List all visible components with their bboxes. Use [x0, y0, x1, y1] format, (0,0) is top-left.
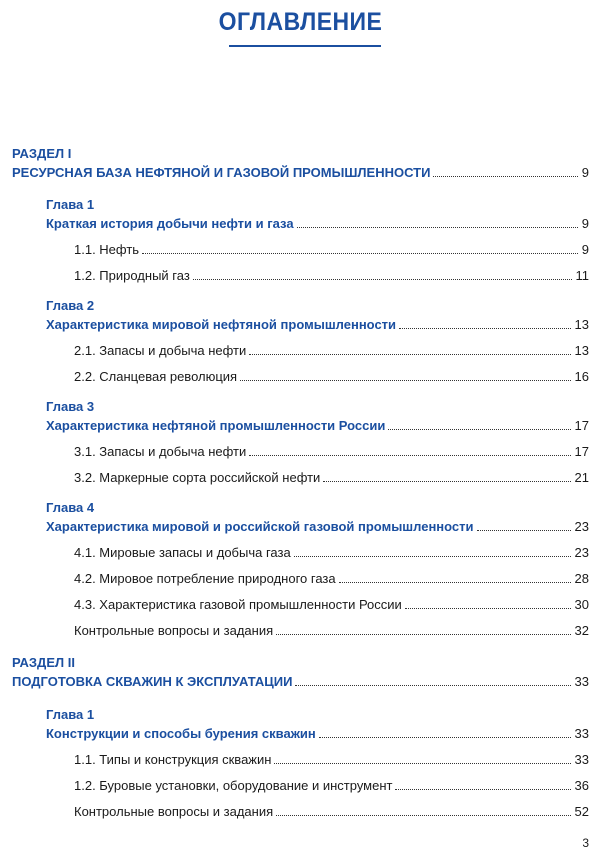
- page-ref: 33: [574, 752, 589, 767]
- dot-leader: [297, 226, 578, 228]
- page-ref: 9: [581, 242, 589, 257]
- dot-leader: [405, 607, 571, 609]
- chapter-title: Характеристика мировой нефтяной промышленности: [46, 317, 397, 332]
- page-ref: 13: [574, 317, 589, 332]
- page-ref: 28: [574, 571, 589, 586]
- dot-leader: [319, 736, 571, 738]
- dot-leader: [249, 454, 570, 456]
- toc-entry-subsection[interactable]: [74, 593, 589, 613]
- dot-leader: [276, 814, 570, 816]
- subsection-title: 4.2. Мировое потребление природного газа: [74, 571, 336, 586]
- section-2-label: РАЗДЕЛ II: [12, 655, 75, 670]
- page-ref: 32: [574, 623, 589, 638]
- dot-leader: [142, 252, 578, 254]
- dot-leader: [294, 555, 571, 557]
- section-1-title: РЕСУРСНАЯ БАЗА НЕФТЯНОЙ И ГАЗОВОЙ ПРОМЫШЛЕННОСТИ: [12, 165, 431, 180]
- subsection-title: 1.1. Нефть: [74, 242, 140, 257]
- toc-entry-chapter[interactable]: [46, 722, 589, 742]
- dot-leader: [433, 175, 577, 177]
- chapter-label: Глава 3: [46, 399, 95, 414]
- subsection-title: 3.2. Маркерные сорта российской нефти: [74, 470, 321, 485]
- toc-entry-subsection[interactable]: [74, 365, 589, 385]
- subsection-title: 1.1. Типы и конструкция скважин: [74, 752, 272, 767]
- subsection-title: 1.2. Буровые установки, оборудование и инструмент: [74, 778, 393, 793]
- toc-entry-chapter[interactable]: [46, 212, 589, 232]
- page-ref: 9: [581, 165, 589, 180]
- page-ref: 33: [574, 726, 589, 741]
- page-ref: 36: [574, 778, 589, 793]
- chapter-title: Характеристика нефтяной промышленности России: [46, 418, 386, 433]
- page-ref: 17: [574, 444, 589, 459]
- page-ref: 17: [574, 418, 589, 433]
- page-ref: 23: [574, 545, 589, 560]
- questions-title: Контрольные вопросы и задания: [74, 623, 274, 638]
- page-ref: 30: [574, 597, 589, 612]
- chapter-title: Краткая история добычи нефти и газа: [46, 216, 294, 231]
- dot-leader: [388, 428, 570, 430]
- toc-entry-questions[interactable]: [74, 800, 589, 820]
- dot-leader: [295, 684, 570, 686]
- chapter-title: Конструкции и способы бурения скважин: [46, 726, 316, 741]
- toc-entry-chapter[interactable]: [46, 414, 589, 434]
- page-ref: 33: [574, 674, 589, 689]
- page-ref: 13: [574, 343, 589, 358]
- questions-title: Контрольные вопросы и задания: [74, 804, 274, 819]
- subsection-title: 4.3. Характеристика газовой промышленности России: [74, 597, 402, 612]
- section-1-label: РАЗДЕЛ I: [12, 146, 72, 161]
- toc-entry-section-2[interactable]: [12, 670, 589, 690]
- page-ref: 52: [574, 804, 589, 819]
- toc-entry-subsection[interactable]: [74, 748, 589, 768]
- chapter-label: Глава 2: [46, 298, 95, 313]
- subsection-title: 2.1. Запасы и добыча нефти: [74, 343, 247, 358]
- dot-leader: [249, 353, 570, 355]
- toc-entry-subsection[interactable]: [74, 238, 589, 258]
- section-2-title: ПОДГОТОВКА СКВАЖИН К ЭКСПЛУАТАЦИИ: [12, 674, 293, 689]
- toc-entry-subsection[interactable]: [74, 264, 589, 284]
- dot-leader: [477, 529, 571, 531]
- dot-leader: [240, 379, 570, 381]
- subsection-title: 2.2. Сланцевая революция: [74, 369, 238, 384]
- toc-entry-subsection[interactable]: [74, 339, 589, 359]
- dot-leader: [193, 278, 572, 280]
- page-ref: 9: [581, 216, 589, 231]
- page-ref: 23: [574, 519, 589, 534]
- chapter-label: Глава 1: [46, 707, 95, 722]
- page-ref: 11: [575, 268, 589, 283]
- page-title: ОГЛАВЛЕНИЕ: [218, 8, 383, 36]
- chapter-label: Глава 1: [46, 197, 95, 212]
- subsection-title: 3.1. Запасы и добыча нефти: [74, 444, 247, 459]
- page-number: 3: [582, 836, 589, 850]
- title-underline: [229, 45, 381, 47]
- chapter-label: Глава 4: [46, 500, 95, 515]
- toc-entry-subsection[interactable]: [74, 541, 589, 561]
- dot-leader: [395, 788, 570, 790]
- subsection-title: 1.2. Природный газ: [74, 268, 190, 283]
- dot-leader: [276, 633, 570, 635]
- page-ref: 16: [574, 369, 589, 384]
- toc-entry-subsection[interactable]: [74, 774, 589, 794]
- toc-entry-subsection[interactable]: [74, 440, 589, 460]
- toc-entry-questions[interactable]: [74, 619, 589, 639]
- dot-leader: [323, 480, 570, 482]
- toc-entry-chapter[interactable]: [46, 313, 589, 333]
- toc-entry-subsection[interactable]: [74, 466, 589, 486]
- page-ref: 21: [574, 470, 589, 485]
- toc-entry-subsection[interactable]: [74, 567, 589, 587]
- subsection-title: 4.1. Мировые запасы и добыча газа: [74, 545, 291, 560]
- dot-leader: [399, 327, 571, 329]
- dot-leader: [274, 762, 570, 764]
- toc-entry-section-1[interactable]: [12, 161, 589, 181]
- toc-entry-chapter[interactable]: [46, 515, 589, 535]
- chapter-title: Характеристика мировой и российской газовой промышленности: [46, 519, 474, 534]
- dot-leader: [339, 581, 571, 583]
